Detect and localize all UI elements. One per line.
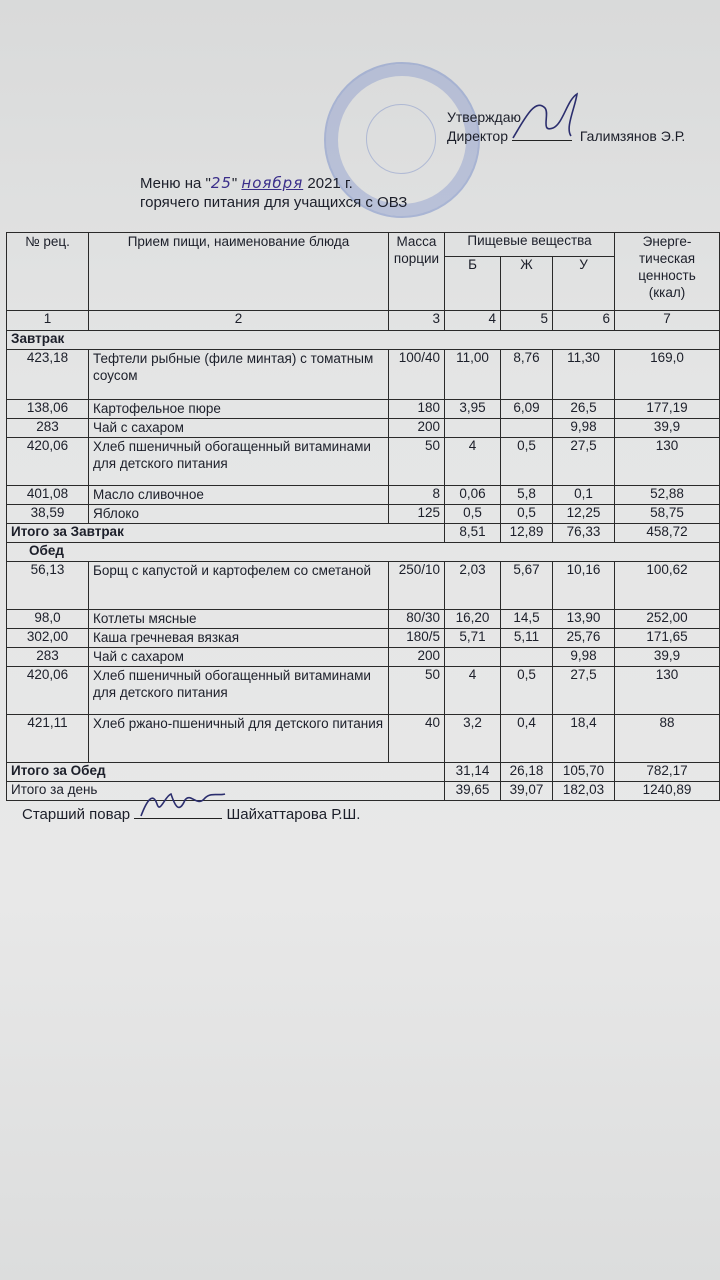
dish-zh: 0,5 [501,438,553,486]
dish-u: 13,90 [553,610,615,629]
dish-name: Борщ с капустой и картофелем со сметаной [89,562,389,610]
dish-mass: 50 [389,438,445,486]
dish-row [7,648,720,667]
dish-kcal: 252,00 [615,610,720,629]
dish-b [445,419,501,438]
col-index: 7 [615,311,720,331]
dish-u: 11,30 [553,350,615,400]
dish-rec-num: 283 [7,419,89,438]
dish-mass: 40 [389,715,445,763]
total-u: 76,33 [553,524,615,543]
dish-b: 16,20 [445,610,501,629]
dish-row [7,400,720,419]
dish-rec-num: 283 [7,648,89,667]
dish-mass: 8 [389,486,445,505]
total-zh: 12,89 [501,524,553,543]
dish-b: 0,5 [445,505,501,524]
dish-kcal: 130 [615,438,720,486]
dish-zh: 5,11 [501,629,553,648]
header-nutrients: Пищевые вещества [445,233,615,257]
stamp-center [366,104,436,174]
dish-rec-num: 401,08 [7,486,89,505]
header-mass: Масса порции [389,233,445,311]
dish-rec-num: 421,11 [7,715,89,763]
dish-kcal: 169,0 [615,350,720,400]
total-u: 105,70 [553,763,615,782]
dish-mass: 180/5 [389,629,445,648]
title-subtitle: горячего питания для учащихся с ОВЗ [140,194,408,211]
breakfast-section-title: Завтрак [7,331,720,350]
dish-zh: 0,5 [501,505,553,524]
title-quote-close: " [231,175,238,192]
dish-mass: 200 [389,419,445,438]
dish-row [7,419,720,438]
dish-u: 26,5 [553,400,615,419]
lunch-rows [7,562,720,763]
col-index: 1 [7,311,89,331]
dish-u: 9,98 [553,419,615,438]
day-total-label: Итого за день [7,782,445,801]
director-label: Директор [447,128,508,144]
dish-name: Масло сливочное [89,486,389,505]
dish-b: 5,71 [445,629,501,648]
dish-kcal: 58,75 [615,505,720,524]
total-kcal: 782,17 [615,763,720,782]
breakfast-total-label: Итого за Завтрак [7,524,445,543]
column-index-row [7,311,720,331]
title-year: 2021 г. [307,175,353,192]
dish-u: 27,5 [553,667,615,715]
dish-u: 27,5 [553,438,615,486]
dish-b: 11,00 [445,350,501,400]
dish-row [7,350,720,400]
dish-zh: 8,76 [501,350,553,400]
dish-row [7,562,720,610]
dish-b: 4 [445,667,501,715]
director-name: Галимзянов Э.Р. [579,128,686,144]
col-index: 5 [501,311,553,331]
dish-row [7,715,720,763]
dish-kcal: 52,88 [615,486,720,505]
dish-u: 18,4 [553,715,615,763]
dish-mass: 100/40 [389,350,445,400]
header-u: У [553,257,615,311]
dish-kcal: 130 [615,667,720,715]
dish-kcal: 177,19 [615,400,720,419]
approve-word: Утверждаю [447,109,521,125]
dish-u: 0,1 [553,486,615,505]
total-zh: 26,18 [501,763,553,782]
lunch-section-title: Обед [7,543,720,562]
dish-name: Яблоко [89,505,389,524]
dish-name: Котлеты мясные [89,610,389,629]
dish-zh [501,419,553,438]
dish-row [7,629,720,648]
handwritten-day: 25 [210,174,232,192]
dish-u: 12,25 [553,505,615,524]
dish-mass: 125 [389,505,445,524]
dish-rec-num: 56,13 [7,562,89,610]
header-rec-num: № рец. [7,233,89,311]
dish-kcal: 171,65 [615,629,720,648]
dish-b: 0,06 [445,486,501,505]
dish-row [7,438,720,486]
day-total-row [7,782,720,801]
header-energy: Энерге-тическая ценность (ккал) [615,233,720,311]
dish-b: 3,95 [445,400,501,419]
breakfast-total-row [7,524,720,543]
header-b: Б [445,257,501,311]
dish-b: 3,2 [445,715,501,763]
day-total-zh: 39,07 [501,782,553,801]
menu-title [140,174,407,212]
dish-mass: 50 [389,667,445,715]
dish-mass: 80/30 [389,610,445,629]
lunch-total-label: Итого за Обед [7,763,445,782]
dish-name: Тефтели рыбные (филе минтая) с томатным соусом [89,350,389,400]
dish-rec-num: 423,18 [7,350,89,400]
col-index: 6 [553,311,615,331]
cook-label: Старший повар [22,806,131,823]
cook-name: Шайхаттарова Р.Ш. [226,806,361,823]
dish-kcal: 88 [615,715,720,763]
dish-rec-num: 98,0 [7,610,89,629]
dish-name: Чай с сахаром [89,419,389,438]
dish-name: Каша гречневая вязкая [89,629,389,648]
dish-rec-num: 420,06 [7,438,89,486]
dish-kcal: 100,62 [615,562,720,610]
dish-row [7,667,720,715]
director-signature [505,88,595,148]
col-index: 3 [389,311,445,331]
title-prefix: Меню на " [140,175,211,192]
menu-table [6,232,720,801]
header-zh: Ж [501,257,553,311]
dish-name: Картофельное пюре [89,400,389,419]
dish-u: 9,98 [553,648,615,667]
dish-u: 10,16 [553,562,615,610]
dish-b: 2,03 [445,562,501,610]
dish-rec-num: 420,06 [7,667,89,715]
dish-zh: 5,8 [501,486,553,505]
dish-rec-num: 38,59 [7,505,89,524]
dish-row [7,486,720,505]
col-index: 2 [89,311,389,331]
total-b: 31,14 [445,763,501,782]
dish-b: 4 [445,438,501,486]
dish-name: Чай с сахаром [89,648,389,667]
day-total-u: 182,03 [553,782,615,801]
lunch-total-row [7,763,720,782]
dish-row [7,505,720,524]
total-kcal: 458,72 [615,524,720,543]
day-total-b: 39,65 [445,782,501,801]
total-b: 8,51 [445,524,501,543]
dish-zh: 0,4 [501,715,553,763]
dish-name: Хлеб пшеничный обогащенный витаминами для детского питания [89,438,389,486]
dish-rec-num: 138,06 [7,400,89,419]
dish-zh: 5,67 [501,562,553,610]
day-total-kcal: 1240,89 [615,782,720,801]
dish-mass: 200 [389,648,445,667]
dish-kcal: 39,9 [615,648,720,667]
dish-row [7,610,720,629]
dish-rec-num: 302,00 [7,629,89,648]
dish-mass: 250/10 [389,562,445,610]
dish-name: Хлеб пшеничный обогащенный витаминами для детского питания [89,667,389,715]
dish-zh [501,648,553,667]
dish-u: 25,76 [553,629,615,648]
dish-name: Хлеб ржано-пшеничный для детского питания [89,715,389,763]
dish-zh: 0,5 [501,667,553,715]
header-dish-name: Прием пищи, наименование блюда [89,233,389,311]
dish-mass: 180 [389,400,445,419]
dish-b [445,648,501,667]
cook-signature [135,786,230,826]
col-index: 4 [445,311,501,331]
breakfast-rows [7,350,720,524]
dish-kcal: 39,9 [615,419,720,438]
dish-zh: 14,5 [501,610,553,629]
dish-zh: 6,09 [501,400,553,419]
handwritten-month: ноября [241,174,304,192]
